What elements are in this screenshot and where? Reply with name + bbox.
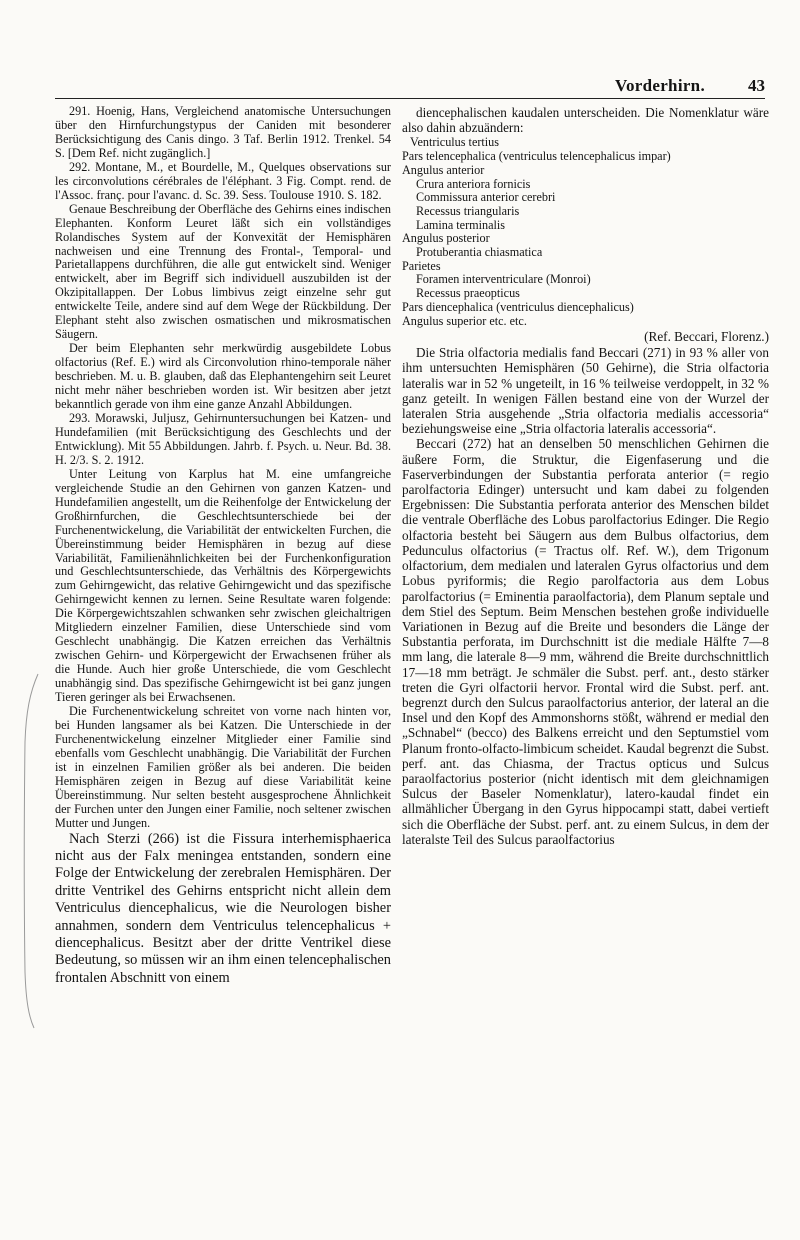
ventricle-nomenclature-list xyxy=(402,136,769,328)
list-item: Pars diencephalica (ventriculus diencephalicus) xyxy=(402,299,634,314)
list-item: Angulus superior etc. etc. xyxy=(402,313,527,328)
list-item: Pars telencephalica (ventriculus telencephalicus impar) xyxy=(402,149,671,164)
left-column xyxy=(55,105,391,987)
list-item: Crura anteriora fornicis xyxy=(416,176,531,191)
margin-pencil-mark xyxy=(20,672,40,1030)
right-column xyxy=(402,105,769,847)
nomenclature-intro: diencephalischen kaudalen unterscheiden. Die Nomenklatur wäre also dahin abzuändern: xyxy=(402,105,769,136)
running-title: Vorderhirn. xyxy=(614,76,705,95)
list-item: Recessus praeopticus xyxy=(416,286,520,301)
reference-293: 293. Morawski, Juljusz, Gehirnuntersuchungen bei Katzen- und Hundefamilien (mit Berücksichtigung des Geschlechts und der Entwicklung). Mit 55 Abbildungen. Jahrb. f. Psych. u. Neur. Bd. 38. H. 2/3. S. 2. 1912. xyxy=(55,410,391,467)
list-item: Foramen interventriculare (Monroi) xyxy=(416,272,591,287)
referee-signature: (Ref. Beccari, Florenz.) xyxy=(644,329,769,345)
stria-olfactoria-paragraph: Die Stria olfactoria medialis fand Beccari (271) in 93 % aller von ihm untersuchten Hemisphären (50 Gehirne), die Stria olfactoria lateralis war in 52 % ungeteilt, in 16 % teilweise verdoppelt, in 32 % ganz geteilt. In wenigen Fällen bestand eine von der Wurzel der lateralen Stria ausgehende „Stria olfactoria medialis accessoria“ beziehungsweise eine „Stria olfactoria lateralis accessoria“. xyxy=(402,345,769,437)
list-item: Protuberantia chiasmatica xyxy=(416,245,543,260)
sterzi-paragraph: Nach Sterzi (266) ist die Fissura interhemisphaerica nicht aus der Falx meningea entstanden, sondern eine Folge der Entwickelung der zerebralen Hemisphären. Der dritte Ventrikel des Gehirns entspricht nicht allein dem Ventriculus diencephalicus, wie die Neurologen bisher annahmen, sondern dem Ventriculus telencephalicus + diencephalicus. Besitzt aber der dritte Ventrikel diese Bedeutung, so müssen wir an ihm einen telencephalischen frontalen Abschnitt von einem xyxy=(55,830,391,986)
list-item: Recessus triangularis xyxy=(416,203,520,218)
list-item: Ventriculus tertius xyxy=(410,135,500,150)
running-header xyxy=(55,76,765,100)
abstract-292-para2: Der beim Elephanten sehr merkwürdig ausgebildete Lobus olfactorius (Ref. E.) wird als Circonvolution rhino-temporale näher beschrieben. M. u. B. glauben, daß das Elephantengehirn seit Leuret nicht mehr näher beschrieben worden ist. Wir besitzen aber jetzt bekanntlich gerade von ihm eine ganze Anzahl Abbildungen. xyxy=(55,341,391,412)
reference-291: 291. Hoenig, Hans, Vergleichend anatomische Untersuchungen über den Hirnfurchungstypus der Caniden mit besonderer Berücksichtigung des Canis dingo. 3 Taf. Berlin 1912. Trenkel. 54 S. [Dem Ref. nicht zugänglich.] xyxy=(55,104,391,160)
reference-292: 292. Montane, M., et Bourdelle, M., Quelques observations sur les circonvolutions cérébrales de l'éléphant. 3 Fig. Compt. rend. de l'Assoc. franç. pour l'avanc. d. Sc. 39. Sess. Toulouse 1910. S. 182. xyxy=(55,159,391,202)
page-number: 43 xyxy=(748,76,765,95)
substantia-perforata-paragraph: Beccari (272) hat an denselben 50 menschlichen Gehirnen die äußere Form, die Struktur, die Eigenfaserung und die Faserverbindungen der Substantia perforata anterior (= regio parolfactoria Edinger) untersucht und kam dabei zu folgenden Ergebnissen: Die Substantia perforata anterior des Menschen bildet die ventrale Oberfläche des Lobus parolfactorius Edinger. Die Regio olfactoria besteht bei Säugern aus dem Bulbus olfactorius, dem Pedunculus olfactorius (= Tractus olf. Ref. W.), dem Trigonum olfactorium, dem medialen und lateralen Gyrus olfactorius und dem Lobus pyriformis; die Regio parolfactoria aus dem Lobus parolfactorius (= Eminentia paraolfactoria), dem Planum septale und dem Stiel des Septum. Beim Menschen bestehen große individuelle Variationen in Bezug auf die Breite und besonders die Länge der Substantia perforata, im Durchschnitt ist die mediale Hälfte 7—8 mm lang, die laterale 8—9 mm, während die Breite durchschnittlich 17—18 mm beträgt. Je schmäler die Subst. perf. ant., desto stärker treten die Gyri olfactorii hervor. Frontal wird die Subst. perf. ant. begrenzt durch den Sulcus paraolfactorius anterior, der lateral an die Insel und den Kopf des Ammonshorns stößt, während er medial den „Schnabel“ (becco) des Balkens erreicht und den Septumstiel vom Planum fronto-olfacto-limbicum scheidet. Kaudal begrenzt die Subst. perf. ant. das Chiasma, der Tractus opticus und Sulcus paraolfactorius posterior (nicht identisch mit dem gleichnamigen Sulcus der Baseler Nomenklatur), latero-kaudal findet ein allmählicher Übergang in den Gyrus hippocampi statt, dabei vertieft sich die Oberfläche der Subst. perf. ant. zu einem Sulcus, in dem der lateralste Teil des Sulcus paraolfactorius xyxy=(402,436,769,847)
list-item: Lamina terminalis xyxy=(416,217,506,232)
list-item: Angulus anterior xyxy=(402,162,485,177)
abstract-293-para2: Die Furchenentwickelung schreitet von vorne nach hinten vor, bei Hunden langsamer als bei Katzen. Die Unterschiede in der Furchenentwickelung einzelner Mitglieder einer Familie sind ebenfalls vom Geschlecht unabhängig. Die Variabilität der Furchen ist in einzelnen Familien größer als bei anderen. Die beiden Hemisphären zeigen in Bezug auf diese Variabilität keine Übereinstimmung. Nur selten besteht ausgesprochene Ähnlichkeit der Furchen unter den Jungen einer Familie, noch seltener zwischen Mutter und Jungen. xyxy=(55,703,391,830)
list-item: Angulus posterior xyxy=(402,231,490,246)
header-rule xyxy=(55,98,765,99)
list-item: Parietes xyxy=(402,258,441,273)
abstract-292-para1: Genaue Beschreibung der Oberfläche des Gehirns eines indischen Elephanten. Konform Leuret läßt sich ein vollständiges Rolandisches System auf der Konvexität der Hemisphären nachweisen und eine Trennung des Frontal-, Temporal- und Parietallappens durchführen, die alle gut entwickelt sind. Weniger entwickelt, aber im Begriff sich individuell auszubilden ist der Okzipitallappen. Der Lobus limbivus zeigt einzelne sehr gut entwickelte Teile, andere sind auf dem Wege der Rückbildung. Der Elephant steht also zwischen osmatischen und mikrosmatischen Säugern. xyxy=(55,201,391,342)
list-item: Commissura anterior cerebri xyxy=(416,190,556,205)
abstract-293-para1: Unter Leitung von Karplus hat M. eine umfangreiche vergleichende Studie an den Gehirnen von ganzen Katzen- und Hundefamilien angestellt, um die Reihenfolge der Entwickelung der Großhirnfurchen, die Geschlechtsunterschiede bei der Furchenentwickelung, die Variabilität der entwickelten Furchen, die Übereinstimmung beider Hemisphären in bezug auf diese Variabilität, Familienähnlichkeiten bei der Furchenkonfiguration und Geschlechtsunterschiede, das Verhältnis des Körpergewichts zum Gehirngewicht, das relative Gehirngewicht und das spezifische Gehirngewicht kennen zu lernen. Seine Resultate waren folgende: Die Körpergewichtszahlen schwanken sehr zwischen gleichaltrigen Mitgliedern einzelner Familien, diese Unterschiede sind vom Geschlecht unabhängig. Die Katzen erreichen das Verhältnis zwischen Gehirn- und Körpergewicht der Erwachsenen früher als die Hunde. Auch hier große Unterschiede, die vom Geschlecht unabhängig sind. Das spezifische Gehirngewicht ist bei ganz jungen Tieren geringer als bei Erwachsenen. xyxy=(55,466,391,705)
